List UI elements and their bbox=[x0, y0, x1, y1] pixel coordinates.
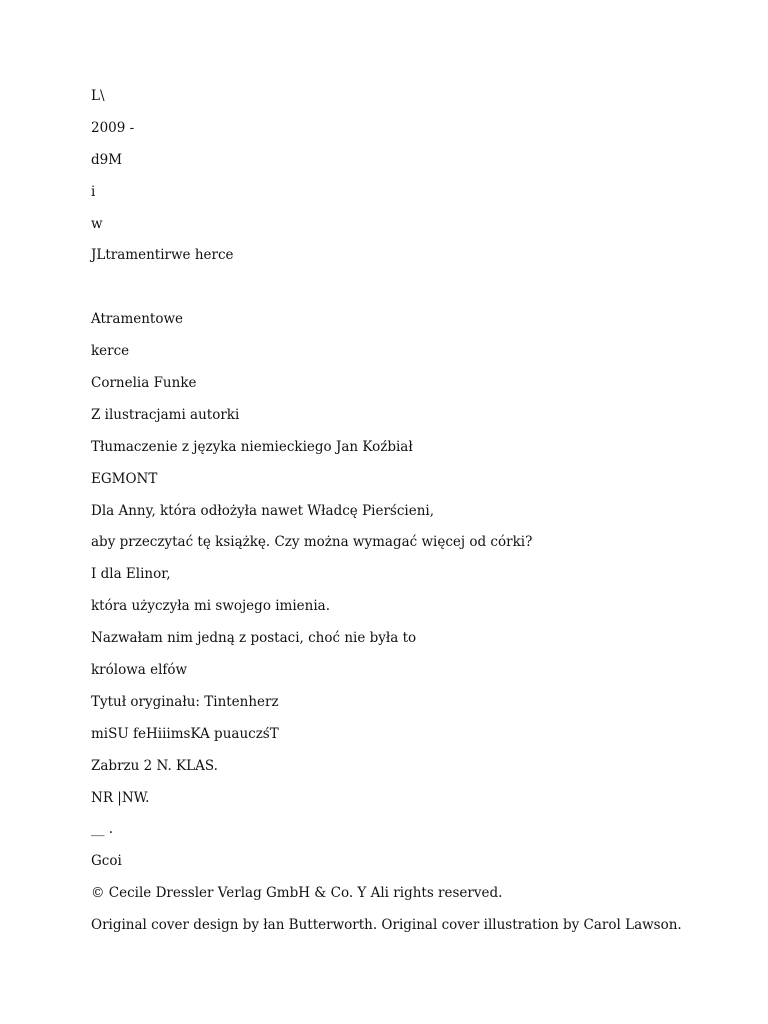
translator-line: Tłumaczenie z języka niemieckiego Jan Koźbiał bbox=[91, 438, 413, 455]
dedication-line: królowa elfów bbox=[91, 662, 188, 679]
text-line: JLtramentirwe herce bbox=[91, 247, 234, 264]
publisher-name: EGMONT bbox=[91, 470, 158, 487]
text-line: __ . bbox=[91, 821, 114, 838]
text-line: w bbox=[91, 215, 103, 232]
document-text bbox=[91, 86, 751, 947]
text-line: 2009 - bbox=[91, 119, 135, 136]
text-line: d9M bbox=[91, 151, 123, 168]
dedication-line: która użyczyła mi swojego imienia. bbox=[91, 598, 331, 615]
text-line: Z ilustracjami autorki bbox=[91, 406, 240, 423]
original-title-line: Tytuł oryginału: Tintenherz bbox=[91, 693, 279, 710]
credits-line: Original cover design by łan Butterworth. Original cover illustration by Carol Lawson. bbox=[91, 917, 682, 934]
text-line: Gcoi bbox=[91, 853, 122, 870]
dedication-line: I dla Elinor, bbox=[91, 566, 171, 583]
text-line: miSU feHiiimsKA puauczśT bbox=[91, 725, 279, 742]
text-line: kerce bbox=[91, 343, 130, 360]
blank-line bbox=[91, 277, 751, 309]
text-line: i bbox=[91, 183, 96, 200]
copyright-line: © Cecile Dressler Verlag GmbH & Co. Y Ali rights reserved. bbox=[91, 885, 503, 902]
text-line: Atramentowe bbox=[91, 311, 184, 328]
text-line: L\ bbox=[91, 88, 105, 104]
text-line: NR |NW. bbox=[91, 789, 150, 806]
text-line: Zabrzu 2 N. KLAS. bbox=[91, 757, 218, 774]
dedication-line: Dla Anny, która odłożyła nawet Władcę Pierścieni, bbox=[91, 502, 435, 519]
dedication-line: Nazwałam nim jedną z postaci, choć nie była to bbox=[91, 630, 417, 647]
dedication-line: aby przeczytać tę książkę. Czy można wymagać więcej od córki? bbox=[91, 534, 533, 551]
author-name: Cornelia Funke bbox=[91, 375, 197, 392]
